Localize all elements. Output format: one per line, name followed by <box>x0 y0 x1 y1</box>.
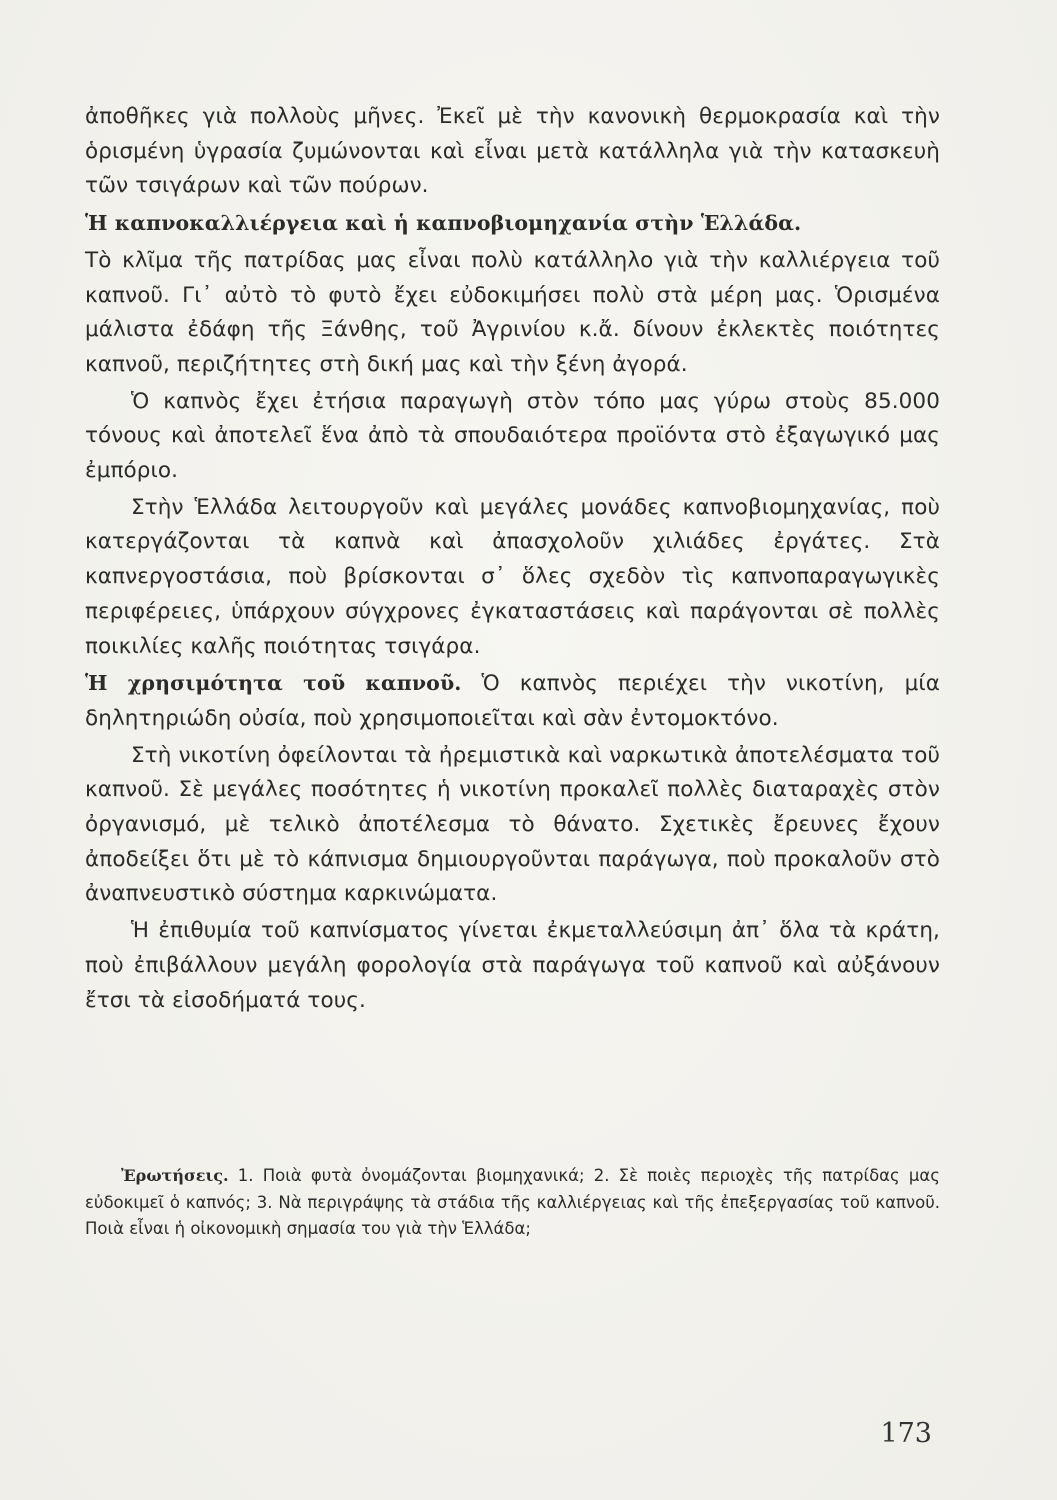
paragraph-climate: Τὸ κλῖμα τῆς πατρίδας μας εἶναι πολὺ κατάλληλο γιὰ τὴν καλλιέργεια τοῦ καπνοῦ. Γι᾽ αὐτὸ τὸ φυτὸ ἔχει εὐδοκιμήσει πολὺ στὰ μέρη μας. Ὁρισμένα μάλιστα ἐδάφη τῆς Ξάνθης, τοῦ Ἀγρινίου κ.ἄ. δίνουν ἐκλεκτὲς ποιότητες καπνοῦ, περιζήτητες στὴ δική μας καὶ τὴν ξένη ἀγορά. <box>85 247 940 377</box>
paragraph-industry: Στὴν Ἑλλάδα λειτουργοῦν καὶ μεγάλες μονάδες καπνοβιομηχανίας, ποὺ κατεργάζονται τὰ καπνὰ καὶ ἀπασχολοῦν χιλιάδες ἐργάτες. Στὰ καπνεργοστάσια, ποὺ βρίσκονται σ᾽ ὅλες σχεδὸν τὶς καπνοπαραγωγικὲς περιφέρειες, ὑπάρχουν σύγχρονες ἐγκαταστάσεις καὶ παράγονται σὲ πολλὲς ποικιλίες καλῆς ποιότητας τσιγάρα. <box>85 494 940 659</box>
questions-block <box>85 1163 940 1243</box>
heading-usefulness: Ἡ χρησιμότητα τοῦ καπνοῦ. <box>85 671 462 696</box>
usefulness-text: Ὁ καπνὸς περιέχει τὴν νικοτίνη, μία δηλητηριώδη οὐσία, ποὺ χρησιμοποιεῖται καὶ σὰν ἐντομοκτόνο. <box>85 671 941 731</box>
page-number: 173 <box>880 1418 932 1449</box>
paragraph-nicotine: Στὴ νικοτίνη ὀφείλονται τὰ ἠρεμιστικὰ καὶ ναρκωτικὰ ἀποτελέσματα τοῦ καπνοῦ. Σὲ μεγάλες ποσότητες ἡ νικοτίνη προκαλεῖ πολλὲς διαταραχὲς στὸν ὀργανισμό, μὲ τελικὸ ἀποτέλεσμα τὸ θάνατο. Σχετικὲς ἔρευνες ἔχουν ἀποδείξει ὅτι μὲ τὸ κάπνισμα δημιουργοῦνται παράγωγα, ποὺ προκαλοῦν στὸ ἀναπνευστικὸ σύστημα καρκινώματα. <box>85 742 940 907</box>
body-text <box>85 100 940 1020</box>
paragraph-usefulness <box>85 666 940 736</box>
heading-text: Ἡ καπνοκαλλιέργεια καὶ ἡ καπνοβιομηχανία στὴν Ἑλλάδα. <box>85 211 802 236</box>
paragraph-taxation: Ἡ ἐπιθυμία τοῦ καπνίσματος γίνεται ἐκμεταλλεύσιμη ἀπ᾽ ὅλα τὰ κράτη, ποὺ ἐπιβάλλουν μεγάλη φορολογία στὰ παράγωγα τοῦ καπνοῦ καὶ αὐξάνουν ἔτσι τὰ εἰσοδήματά τους. <box>85 918 940 1013</box>
paragraph-storage: ἀποθῆκες γιὰ πολλοὺς μῆνες. Ἐκεῖ μὲ τὴν κανονικὴ θερμοκρασία καὶ τὴν ὁρισμένη ὑγρασία ζυμώνονται καὶ εἶναι μετὰ κατάλληλα γιὰ τὴν κατασκευὴ τῶν τσιγάρων καὶ τῶν πούρων. <box>85 104 940 199</box>
section-heading-cultivation <box>85 206 940 242</box>
questions-text: 1. Ποιὰ φυτὰ ὀνομάζονται βιομηχανικά; 2. Σὲ ποιὲς περιοχὲς τῆς πατρίδας μας εὐδοκιμεῖ ὁ καπνός; 3. Νὰ περιγράψης τὰ στάδια τῆς καλλιέργειας καὶ τῆς ἐπεξεργασίας τοῦ καπνοῦ. Ποιὰ εἶναι ἡ οἰκονομικὴ σημασία του γιὰ τὴν Ἑλλάδα; <box>85 1166 940 1238</box>
questions-label: Ἐρωτήσεις. <box>121 1166 229 1185</box>
paragraph-production: Ὁ καπνὸς ἔχει ἐτήσια παραγωγὴ στὸν τόπο μας γύρω στοὺς 85.000 τόνους καὶ ἀποτελεῖ ἕνα ἀπὸ τὰ σπουδαιότερα προϊόντα στὸ ἐξαγωγικό μας ἐμπόριο. <box>85 388 940 484</box>
